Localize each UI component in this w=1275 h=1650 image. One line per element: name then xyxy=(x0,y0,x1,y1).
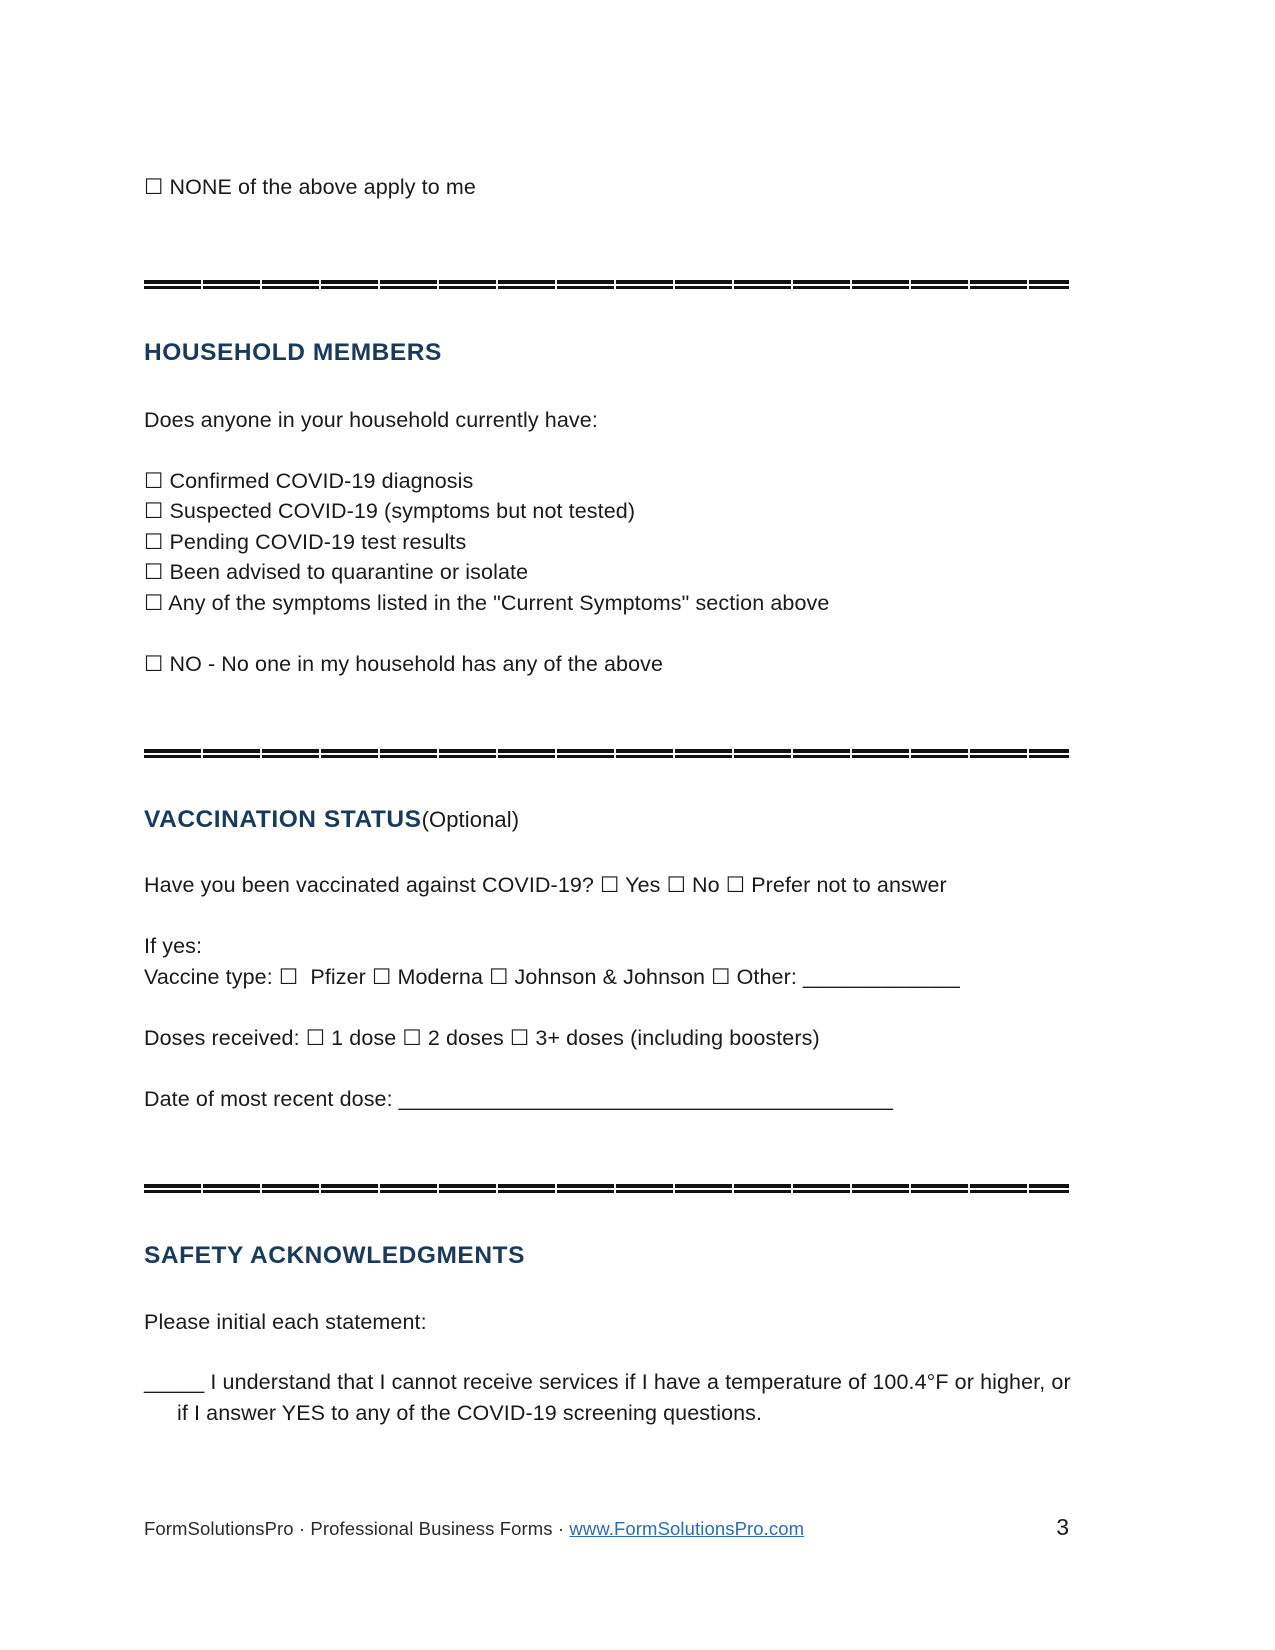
section-heading-vaccination-status-row xyxy=(144,804,519,836)
safety-instruction: Please initial each statement: xyxy=(144,1310,427,1334)
section-divider-3 xyxy=(144,1184,1069,1194)
divider-ticks xyxy=(144,280,1069,290)
section-divider-1 xyxy=(144,280,1069,290)
page-footer xyxy=(144,1514,1069,1541)
checkbox-item-none-of-the-above[interactable]: ☐ NONE of the above apply to me xyxy=(144,175,476,199)
footer-brand-line xyxy=(144,1518,804,1540)
section-divider-2 xyxy=(144,749,1069,759)
section-heading-optional-suffix: (Optional) xyxy=(421,807,520,832)
divider-ticks xyxy=(144,1184,1069,1194)
page-number: 3 xyxy=(1056,1514,1069,1540)
household-option-quarantine[interactable]: ☐ Been advised to quarantine or isolate xyxy=(144,560,529,584)
vaccination-type-line[interactable]: Vaccine type: ☐ Pfizer ☐ Moderna ☐ Johnson & Johnson ☐ Other: _____________ xyxy=(144,965,960,989)
section-heading-safety-acknowledgments: SAFETY ACKNOWLEDGMENTS xyxy=(144,1242,525,1269)
household-option-none[interactable]: ☐ NO - No one in my household has any of the above xyxy=(144,652,664,676)
household-option-confirmed[interactable]: ☐ Confirmed COVID-19 diagnosis xyxy=(144,469,474,493)
footer-website-link[interactable]: www.FormSolutionsPro.com xyxy=(569,1518,805,1539)
household-option-suspected[interactable]: ☐ Suspected COVID-19 (symptoms but not tested) xyxy=(144,499,636,523)
section-heading-household-members: HOUSEHOLD MEMBERS xyxy=(144,339,442,366)
footer-brand-text: FormSolutionsPro · Professional Business Forms · xyxy=(144,1518,570,1539)
vaccination-doses-line[interactable]: Doses received: ☐ 1 dose ☐ 2 doses ☐ 3+ doses (including boosters) xyxy=(144,1026,820,1050)
household-option-pending[interactable]: ☐ Pending COVID-19 test results xyxy=(144,530,467,554)
divider-ticks xyxy=(144,749,1069,759)
vaccination-date-line[interactable]: Date of most recent dose: _________________________________________ xyxy=(144,1087,894,1111)
vaccination-if-yes-label: If yes: xyxy=(144,934,203,958)
household-option-symptoms[interactable]: ☐ Any of the symptoms listed in the "Current Symptoms" section above xyxy=(144,591,830,615)
household-prompt: Does anyone in your household currently have: xyxy=(144,408,598,432)
section-heading-vaccination-status: VACCINATION STATUS xyxy=(144,806,422,833)
safety-statement-1[interactable]: _____ I understand that I cannot receive services if I have a temperature of 100.4°F or higher, or if I answer YES to any of the COVID-19 screening questions. xyxy=(144,1370,1077,1425)
vaccination-question[interactable]: Have you been vaccinated against COVID-19? ☐ Yes ☐ No ☐ Prefer not to answer xyxy=(144,873,947,897)
